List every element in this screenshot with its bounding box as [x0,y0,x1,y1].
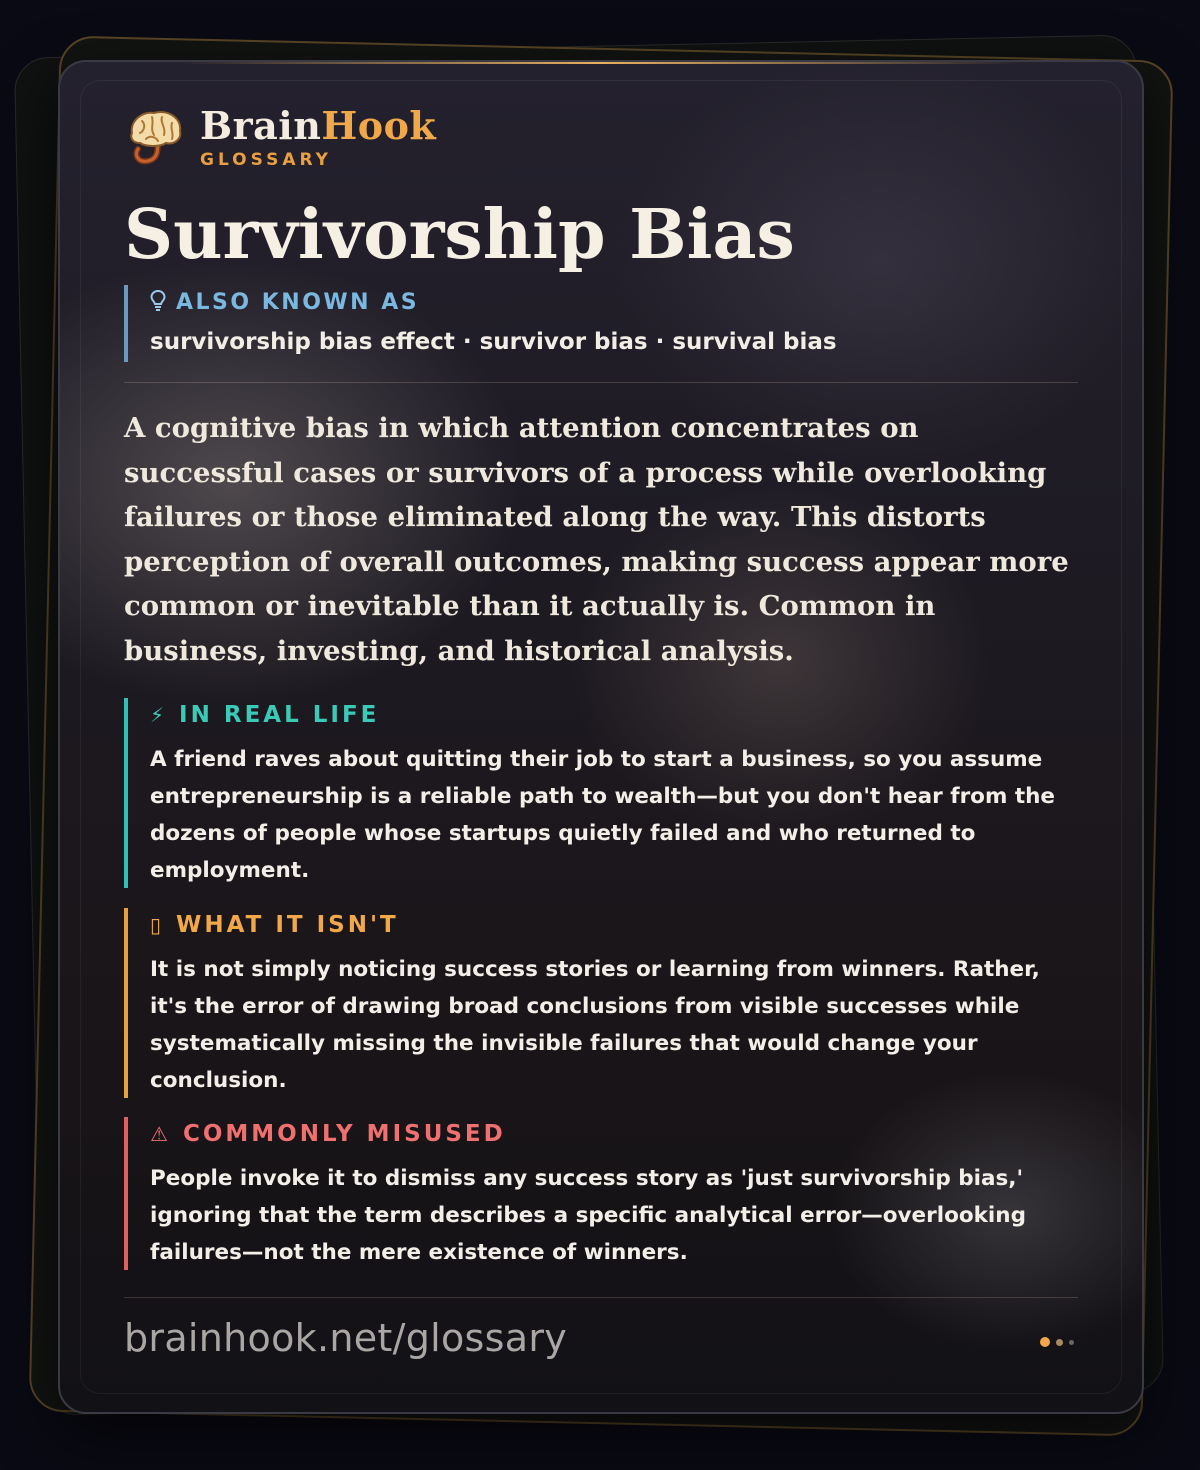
lightbulb-icon [150,289,166,316]
brand-subtitle: GLOSSARY [200,150,332,170]
pager-dot[interactable] [1069,1340,1074,1345]
section-in-real-life [124,698,1074,888]
section-heading-row [150,700,1074,730]
section-heading-row [150,1119,1074,1149]
brand-name [200,103,437,148]
section-body: It is not simply noticing success stories or learning from winners. Rather, it's the error of drawing broad conclusions from visible successes while systematically missing the invisible failures that would change your conclusion. [150,957,1040,1093]
pager-dot-active[interactable] [1040,1337,1050,1347]
section-heading: COMMONLY MISUSED [182,1121,506,1147]
section-commonly-misused [124,1117,1074,1270]
also-known-as-heading-row [150,289,1024,316]
divider-top [124,382,1078,383]
glossary-card [58,60,1144,1414]
also-known-as-block [124,285,1024,362]
section-what-it-isnt [124,908,1074,1098]
warning-icon: ⚠ [150,1122,171,1146]
term-title: Survivorship Bias [124,195,795,275]
pager-dots [1040,1337,1080,1347]
lightning-icon: ⚡ [150,703,168,727]
missing-glyph-icon: ▯ [150,913,165,937]
section-heading: IN REAL LIFE [179,702,380,728]
brain-hook-logo-icon [124,107,186,169]
footer-url-link[interactable]: brainhook.net/glossary [124,1316,568,1360]
section-body: A friend raves about quitting their job to start a business, so you assume entrepreneurship is a reliable path to wealth—but you don't hear from the dozens of people whose startups quietly failed and who returned to employment. [150,747,1055,883]
section-body: People invoke it to dismiss any success story as 'just survivorship bias,' ignoring that the term describes a specific analytical error—overlooking failures—not the mere existence of winners. [150,1166,1026,1265]
section-heading-row [150,910,1074,940]
also-known-as-heading: ALSO KNOWN AS [176,290,420,315]
section-heading: WHAT IT ISN'T [176,912,399,938]
brand-text [200,103,437,170]
also-known-as-values: survivorship bias effect · survivor bias · survival bias [150,329,837,355]
brand-name-hook: Hook [321,103,437,148]
divider-bottom [124,1297,1078,1298]
brand-header [124,103,437,170]
pager-dot[interactable] [1056,1339,1063,1346]
definition-text: A cognitive bias in which attention concentrates on successful cases or survivors of a process while overlooking failures or those eliminated along the way. This distorts perception of overall outcomes, making success appear more common or inevitable than it actually is. Common in business, investing, and historical analysis. [124,412,1069,667]
brand-name-brain: Brain [200,103,322,148]
